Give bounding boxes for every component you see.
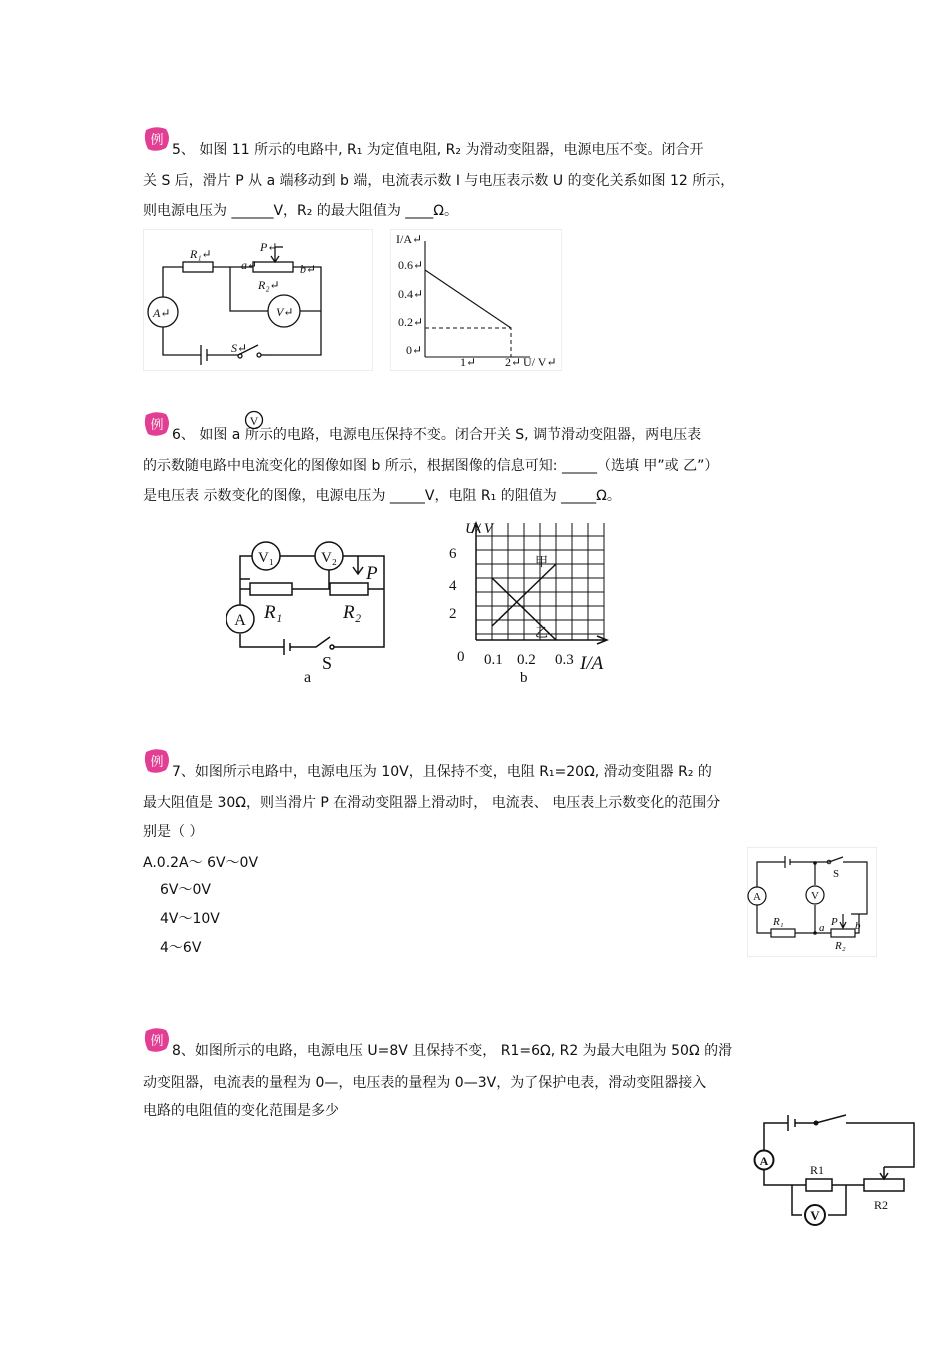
- q6-line1: 6、 如图 a 所示的电路，电源电压保持不变。闭合开关 S, 调节滑动变阻器，两电压表: [172, 427, 702, 443]
- svg-text:例: 例: [150, 132, 164, 147]
- y-tick: 0↵: [406, 343, 423, 357]
- y-tick: 2: [449, 606, 457, 622]
- svg-text:R₂: R₂: [343, 602, 362, 623]
- q5-line2: 关 S 后，滑片 P 从 a 端移动到 b 端，电流表示数 I 与电压表示数 U 的变化关系如图 12 所示，: [143, 173, 735, 189]
- svg-text:a↵: a↵: [241, 258, 258, 272]
- svg-text:A↵: A↵: [153, 306, 171, 320]
- x-tick: 1↵: [460, 355, 477, 369]
- svg-text:V↵: V↵: [276, 305, 294, 319]
- svg-text:R₁: R₁: [773, 916, 784, 928]
- q6-line3: 是电压表 示数变化的图像，电源电压为 _____V，电阻 R₁ 的阻值为 _____Ω。: [143, 488, 621, 504]
- y-tick: 0.2↵: [398, 315, 424, 329]
- svg-text:例: 例: [150, 1033, 164, 1048]
- q6-chart: [445, 519, 610, 685]
- svg-text:R₂↵: R₂↵: [258, 278, 280, 292]
- q5-circuit-diagram: [143, 229, 373, 371]
- q6-line2: 的示数随电路中电流变化的图像如图 b 所示，根据图像的信息可知: _____（选填 甲”或 乙”）: [143, 458, 719, 474]
- svg-text:V₂: V₂: [320, 550, 338, 566]
- q7-line3: 别是（ ）: [143, 824, 204, 840]
- x-axis-label: U/ V↵: [523, 355, 557, 369]
- svg-text:V: V: [811, 890, 819, 902]
- y-tick: 4: [449, 578, 457, 594]
- q7-line2: 最大阻值是 30Ω，则当滑片 P 在滑动变阻器上滑动时， 电流表、 电压表上示数变化的范围分: [143, 795, 721, 811]
- q8-line2: 动变阻器，电流表的量程为 0—，电压表的量程为 0—3V，为了保护电表，滑动变阻器接入: [143, 1075, 707, 1091]
- q7-option: A.0.2A～ 6V～0V: [143, 855, 259, 871]
- example-badge-icon: [142, 409, 172, 439]
- y-axis-label: I/A↵: [396, 232, 423, 246]
- series-yi-label: 乙: [535, 625, 549, 640]
- q6-circuit-diagram: [226, 519, 398, 685]
- x-tick: 0.2: [517, 652, 536, 668]
- q7-option: 4V～10V: [160, 911, 220, 927]
- q8-line3: 电路的电阻值的变化范围是多少: [143, 1103, 339, 1119]
- svg-text:R₁↵: R₁↵: [190, 247, 212, 261]
- x-tick: 0.1: [484, 652, 503, 668]
- svg-text:R2: R2: [874, 1198, 889, 1212]
- svg-text:a: a: [819, 922, 825, 934]
- y-tick: 0.4↵: [398, 287, 424, 301]
- svg-text:a: a: [304, 669, 312, 685]
- y-axis: [472, 523, 480, 640]
- y-axis-label: U/ V: [465, 521, 493, 537]
- svg-text:R₂: R₂: [835, 940, 846, 952]
- q5-line3: 则电源电压为 ______V，R₂ 的最大阻值为 ____Ω。: [143, 203, 458, 219]
- svg-text:A: A: [753, 891, 761, 903]
- example-badge-icon: [142, 746, 172, 776]
- svg-text:P: P: [831, 916, 838, 928]
- svg-text:R1: R1: [810, 1163, 825, 1177]
- q8-line1: 8、如图所示的电路，电源电压 U=8V 且保持不变， R1=6Ω, R2 为最大电阻为 50Ω 的滑: [172, 1043, 733, 1059]
- svg-text:P↵: P↵: [260, 240, 278, 254]
- svg-text:S: S: [322, 653, 333, 673]
- svg-text:S: S: [833, 868, 840, 880]
- svg-text:b↵: b↵: [300, 262, 317, 276]
- q7-circuit-diagram: [747, 847, 877, 957]
- x-tick: 0: [457, 649, 465, 665]
- data-line: [425, 270, 511, 328]
- q7-option: 6V～0V: [160, 882, 211, 898]
- svg-text:例: 例: [150, 417, 164, 432]
- x-axis-label: I/A: [580, 653, 604, 674]
- svg-text:R₁: R₁: [264, 602, 283, 623]
- series-jia-label: 甲: [535, 554, 549, 569]
- guide-dashed-lines: [425, 328, 511, 357]
- q8-circuit-diagram: [750, 1105, 922, 1230]
- svg-text:V: V: [249, 414, 259, 428]
- q5-line1: 5、 如图 11 所示的电路中, R₁ 为定值电阻, R₂ 为滑动变阻器，电源电压不变。闭合开: [172, 142, 704, 158]
- example-badge-icon: [142, 124, 172, 154]
- svg-text:A: A: [234, 612, 246, 629]
- caption-b: b: [520, 670, 528, 685]
- svg-text:V: V: [810, 1208, 820, 1223]
- svg-text:S↵: S↵: [231, 341, 248, 355]
- example-badge-icon: [142, 1025, 172, 1055]
- q7-option: 4～6V: [160, 940, 202, 956]
- svg-text:P: P: [366, 563, 378, 584]
- q7-line1: 7、如图所示电路中，电源电压为 10V，且保持不变，电阻 R₁=20Ω, 滑动变阻器 R₂ 的: [172, 764, 712, 780]
- svg-text:A: A: [759, 1154, 769, 1168]
- y-tick: 0.6↵: [398, 258, 424, 272]
- q5-chart: [390, 229, 562, 371]
- x-tick: 2↵: [505, 355, 522, 369]
- y-tick: 6: [449, 546, 457, 562]
- svg-text:V₁: V₁: [257, 550, 275, 566]
- svg-text:b: b: [855, 920, 861, 932]
- x-tick: 0.3: [555, 652, 574, 668]
- svg-text:例: 例: [150, 754, 164, 769]
